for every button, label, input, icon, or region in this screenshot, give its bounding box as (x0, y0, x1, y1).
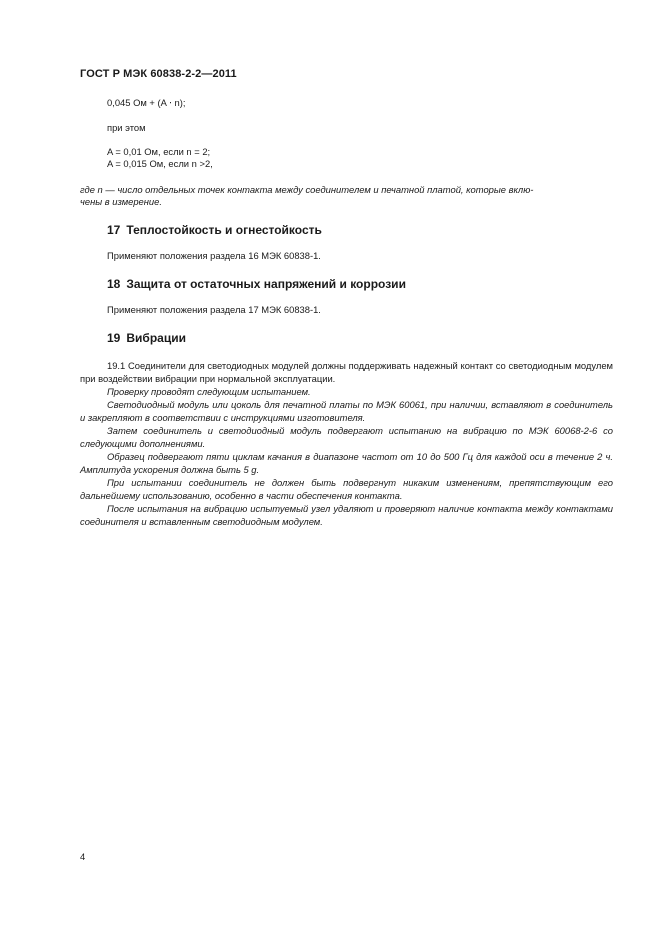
section-title: Теплостойкость и огнестойкость (126, 223, 322, 237)
section-18-heading (107, 277, 406, 291)
formula-case-2: A = 0,015 Ом, если n >2, (107, 158, 213, 169)
formula-where-line-1: где n — число отдельных точек контакта между соединителем и печатной платой, которые вклю- (80, 184, 534, 195)
formula-case-1: A = 0,01 Ом, если n = 2; (107, 146, 211, 157)
section-19-paragraph-6: При испытании соединитель не должен быть подвергнут никаким изменениям, препятствующим его дальнейшему использованию, особенно в части обеспечения контакта. (80, 477, 613, 501)
section-19-paragraph-3: Светодиодный модуль или цоколь для печатной платы по МЭК 60061, при наличии, вставляют в соединитель и закрепляют в соответствии с инструкциями изготовителя. (80, 399, 613, 423)
section-19-paragraph-5: Образец подвергают пяти циклам качания в диапазоне частот от 10 до 500 Гц для каждой оси в течение 2 ч. Амплитуда ускорения должна быть 5 g. (80, 451, 613, 475)
section-number: 18 (107, 277, 121, 291)
section-17-text: Применяют положения раздела 16 МЭК 60838-1. (107, 250, 321, 261)
section-title: Защита от остаточных напряжений и коррозии (126, 277, 406, 291)
formula-condition-label: при этом (107, 122, 146, 133)
section-19-paragraph-2: Проверку проводят следующим испытанием. (107, 386, 311, 397)
section-18-text: Применяют положения раздела 17 МЭК 60838-1. (107, 304, 321, 315)
formula-where-line-2: чены в измерение. (80, 196, 162, 207)
section-19-heading (107, 331, 186, 345)
section-title: Вибрации (126, 331, 186, 345)
section-19-paragraph-4: Затем соединитель и светодиодный модуль подвергают испытанию на вибрацию по МЭК 60068-2-6 со следующими дополнениями. (80, 425, 613, 449)
page-number: 4 (80, 851, 86, 862)
standard-header: ГОСТ Р МЭК 60838-2-2—2011 (80, 68, 237, 80)
section-19-paragraph-7: После испытания на вибрацию испытуемый узел удаляют и проверяют наличие контакта между контактами соединителя и вставленным светодиодным модулем. (80, 503, 613, 527)
section-number: 19 (107, 331, 121, 345)
formula-main: 0,045 Ом + (A ⋅ n); (107, 97, 186, 108)
section-number: 17 (107, 223, 121, 237)
section-19-paragraph-1: 19.1 Соединители для светодиодных модулей должны поддерживать надежный контакт со светодиодным модулем при воздействии вибрации при нормальной эксплуатации. (80, 360, 613, 384)
section-17-heading (107, 223, 322, 237)
